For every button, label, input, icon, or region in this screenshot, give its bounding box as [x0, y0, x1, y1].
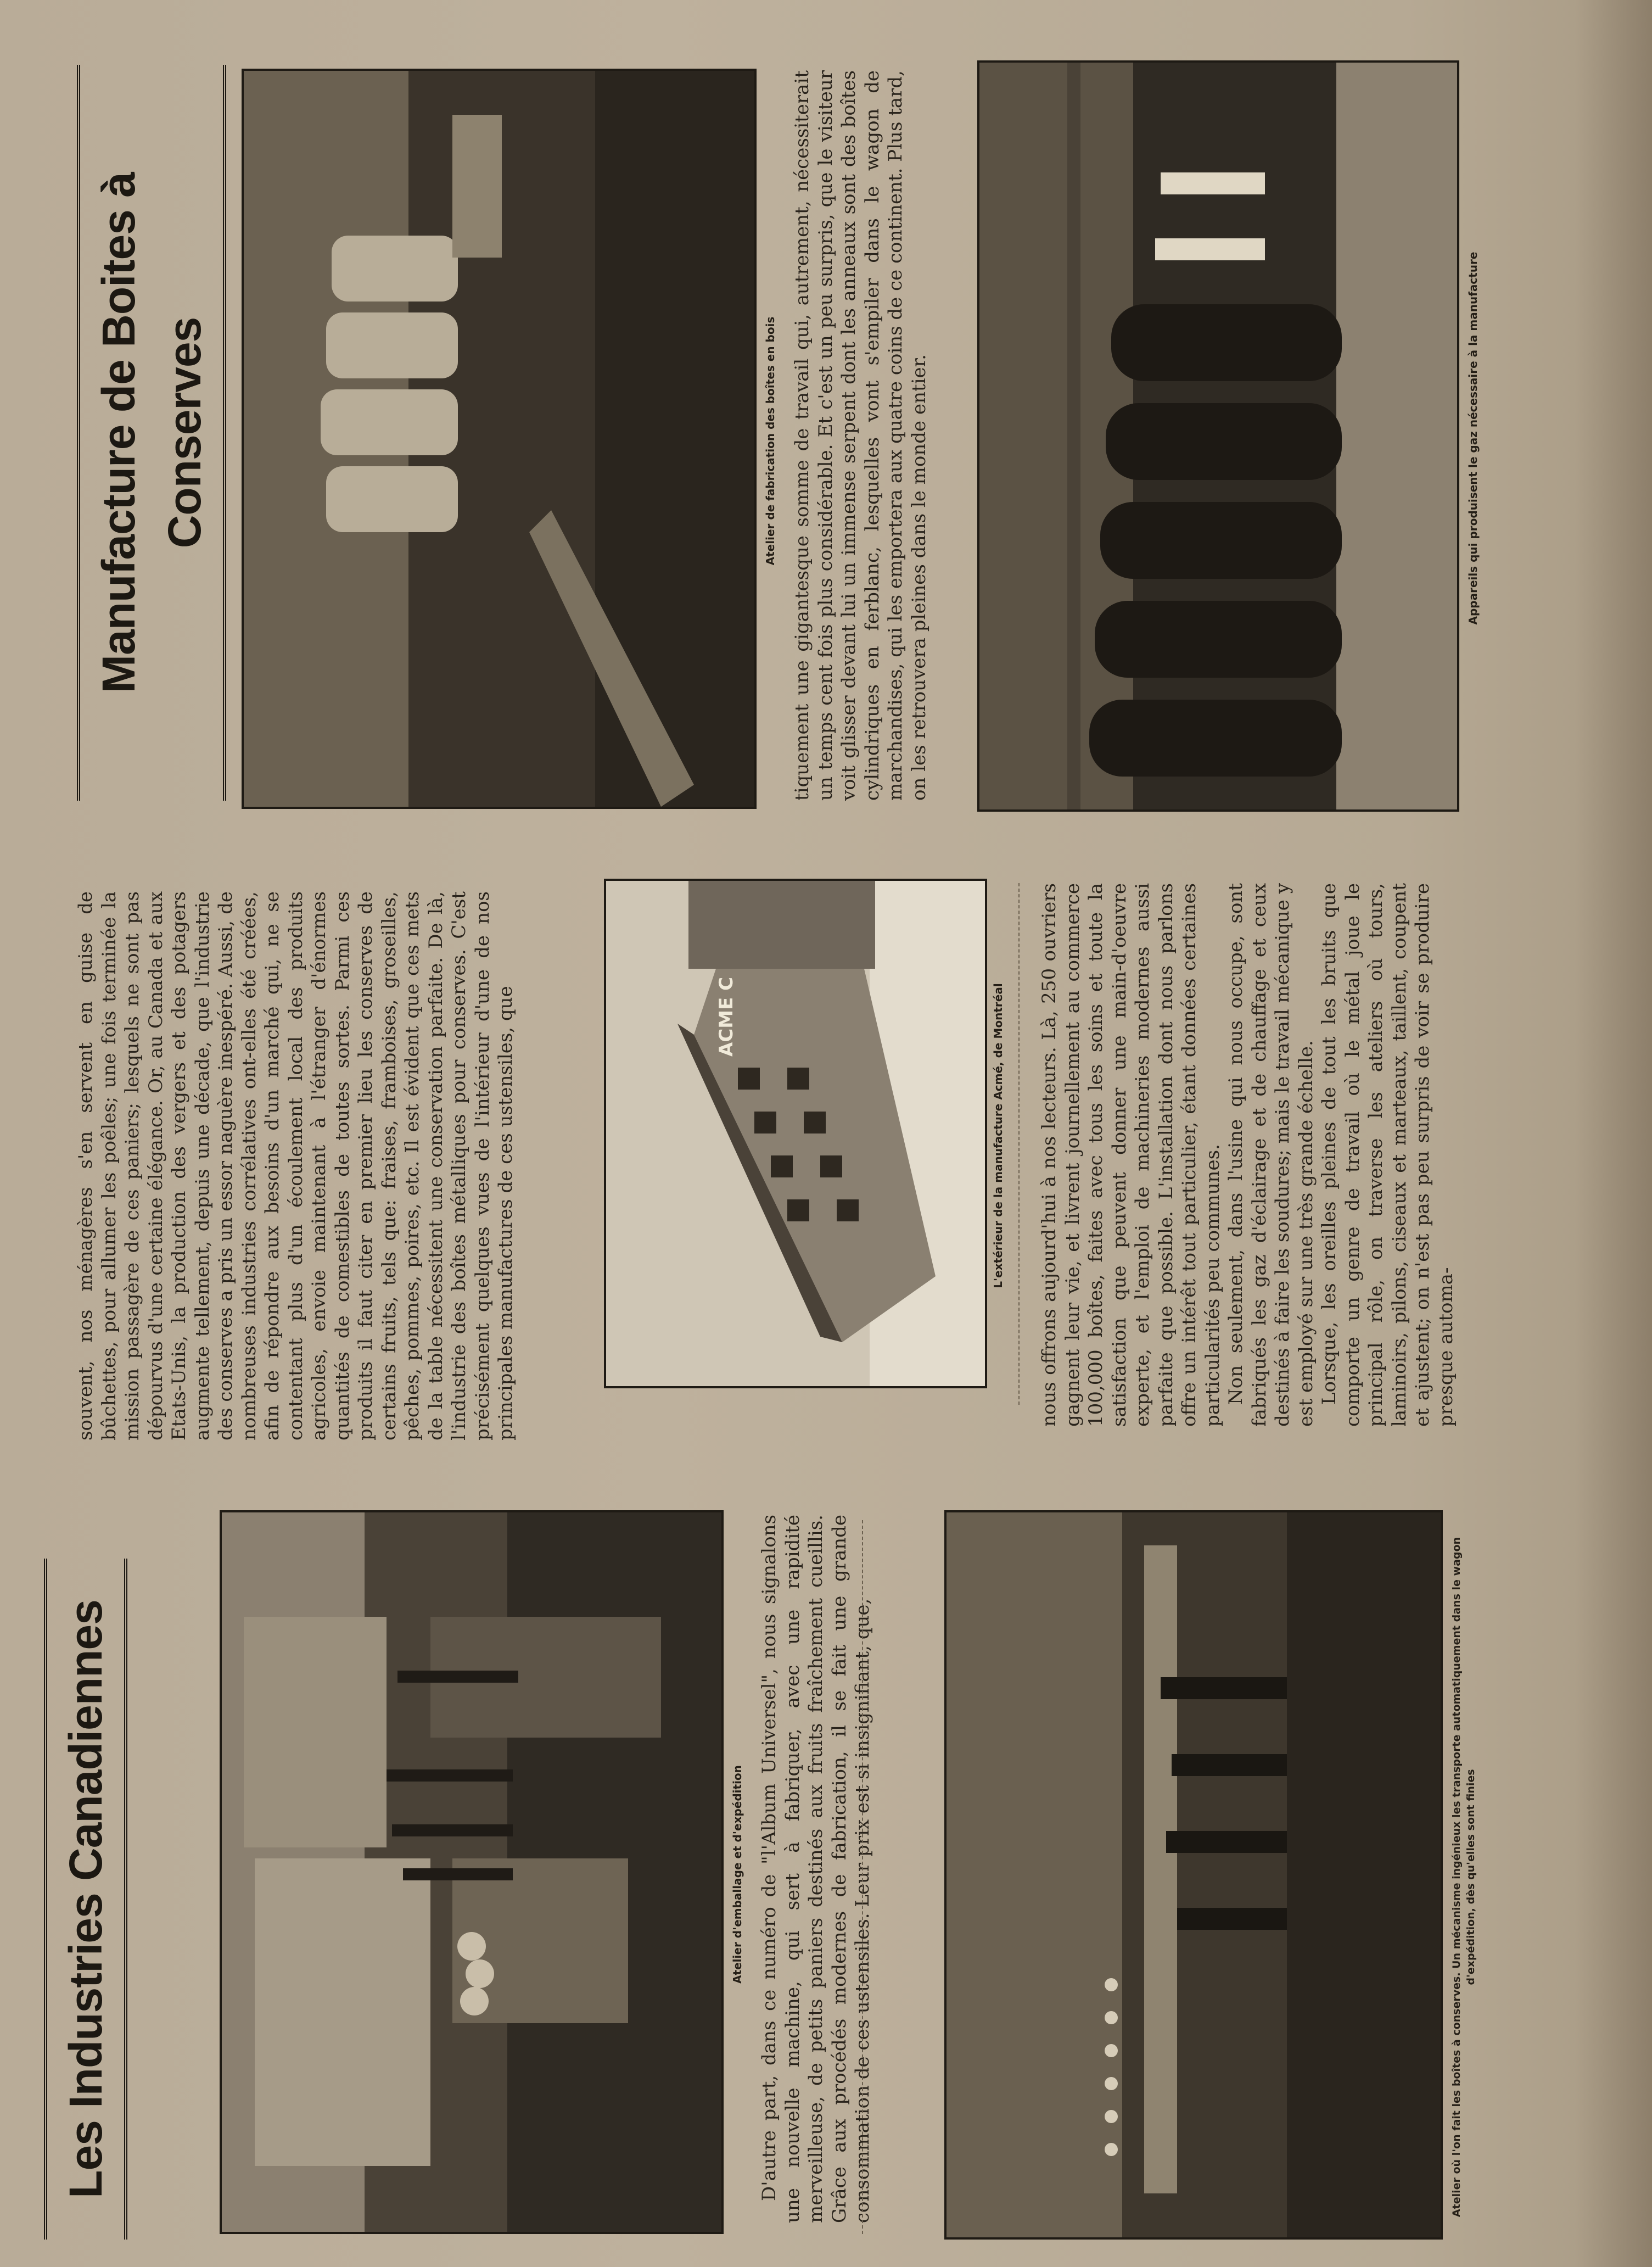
- text-column-2: [74, 891, 518, 1440]
- text-column-3: [1038, 883, 1458, 1427]
- paragraph-col2: souvent, nos ménagères s'en servent en guise de bûchettes, pour allumer les poêles; une fois terminée la mission passagère de ces paniers; lesquels ne sont pas dépourvus d'une certaine élégance. Or, au Canada et aux Etats-Unis, la production des vergers et des potagers augmente tellement, depuis une décade, que l'industrie des conserves a pris un essor naguère inespéré. Aussi, de nombreuses industries corrélatives ont-elles été créées, afin de répondre aux besoins d'un marché qui, ne se contentant plus d'un écoulement local des produits agricoles, envoie maintenant à l'étranger d'énormes quantités de comestibles de toutes sortes. Parmi ces produits il faut citer en premier lieu les conserves de certains fruits, tels que: fraises, framboises, groseilles, pêches, pommes, poires, etc. Il est évident que ces mets de la table nécessitent une conservation parfaite. De là, l'industrie des boîtes métalliques pour conserves. C'est précisément quelques vues de l'intérieur d'une de nos principales manufactures de ces ustensiles, que: [75, 891, 517, 1440]
- photo-wooden-box-workshop: [242, 69, 757, 809]
- factory-exterior-image: [606, 881, 985, 1386]
- gas-apparatus-image: [979, 63, 1457, 809]
- paragraph-col1: D'autre part, dans ce numéro de "l'Album Universel", nous signalons une nouvelle machine, qui sert à fabriquer, avec une rapidité merveilleuse, de petits paniers destinés aux fruits fraîchement cueillis. Grâce aux procédés modernes de fabrication, il se fait une grande consommation de ces ustensiles. Leur prix est si insignifiant, que,: [758, 1515, 873, 2223]
- caption-exterior: L'extérieur de la manufacture Acmé, de Montréal: [992, 983, 1005, 1288]
- photo-factory-exterior: [604, 879, 987, 1388]
- left-title-band: [44, 1559, 127, 2240]
- paragraph-col3-1: nous offrons aujourd'hui à nos lecteurs. Là, 250 ouvriers gagnent leur vie, et livrent journellement au commerce 100,000 boîtes, faites avec tous les soins et toute la satisfaction que peuvent donner une main-d'oeuvre experte, et l'emploi de machineries modernes aussi parfaite que possible. L'installation dont nous parlons offre un intérêt tout particulier, étant données certaines particularités peu communes.: [1038, 883, 1224, 1427]
- caption-wooden-boxes: Atelier de fabrication des boîtes en bois: [764, 316, 777, 566]
- paragraph-col3-3: Lorsque, les oreilles pleines de tout les bruits que comporte un genre de travail où le métal joue le principal rôle, on traverse les ateliers où tours, laminoirs, pilons, ciseaux et marteaux, taillent, coupent et ajustent; on n'est pas peu surpris de voir se produire presque automa-: [1318, 883, 1457, 1427]
- paragraph-col4: tiquement une gigantesque somme de travail qui, autrement, nécessiterait un temps cent fois plus considérable. Et c'est un peu surpris, que le visiteur voit glisser devant lui un immense serpent dont les anneaux sont des boîtes cylindriques en ferblanc, lesquelles vont s'empiler dans le wagon de marchandises, qui les emportera aux quatre coins de ce continent. Plus tard, on les retrouvera pleines dans le monde entier.: [791, 70, 930, 801]
- caption-tin-boxes: Atelier où l'on fait les boîtes à conserves. Un mécanisme ingénieux les transporte automatiquement dans le wagon d'expédition, dès qu'elles sont finies: [1451, 1537, 1477, 2218]
- right-title-band: [77, 65, 226, 801]
- photo-packing-room: [220, 1510, 724, 2234]
- caption-gas-apparatus: Appareils qui produisent le gaz nécessaire à la manufacture: [1466, 252, 1480, 625]
- paragraph-col3-2: Non seulement, dans l'usine qui nous occupe, sont fabriqués les gaz d'éclairage et de chauffage et ceux destinés à faire les soudures; mais le travail mécanique y est employé sur une très grande échelle.: [1225, 883, 1317, 1427]
- photo-gas-apparatus: [977, 60, 1459, 812]
- right-title: Manufacture de Boites à Conserves: [93, 172, 210, 693]
- divider-left: [862, 1520, 863, 2234]
- factory-sign: ACME C: [715, 976, 737, 1057]
- caption-packing: Atelier d'emballage et d'expédition: [731, 1765, 744, 1984]
- photo-tin-box-workshop: [944, 1510, 1443, 2240]
- wooden-box-workshop-image: [244, 71, 754, 807]
- left-title: Les Industries Canadiennes: [60, 1600, 111, 2198]
- divider-middle: [1018, 883, 1020, 1405]
- tin-box-workshop-image: [947, 1512, 1441, 2237]
- packing-room-image: [222, 1512, 721, 2232]
- text-column-4: [791, 70, 931, 801]
- text-column-1: [758, 1515, 875, 2223]
